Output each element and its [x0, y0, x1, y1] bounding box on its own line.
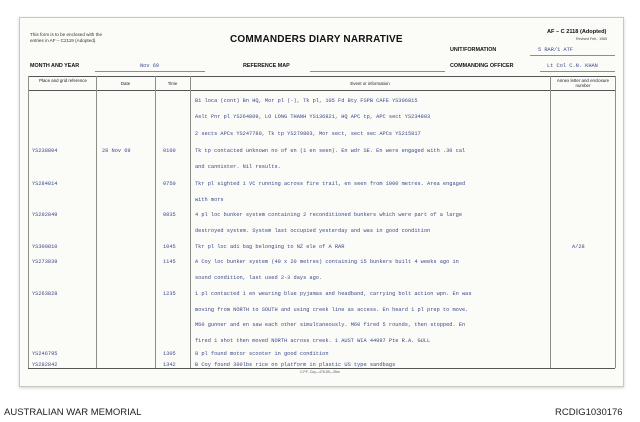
column-header-event: Event or information: [350, 81, 390, 86]
entry-time: 1235: [163, 291, 176, 297]
commanding-officer-label: COMMANDING OFFICER: [450, 63, 514, 69]
event-line: B1 loca (cont) Bn HQ, Mor pl (-), Tk pl, 105 Fd Bty FSPB CAFE YS306815: [195, 98, 418, 104]
entry-time: 0835: [163, 212, 176, 218]
event-line: and cannister. Nil results.: [195, 163, 281, 170]
grid-reference: YS300810: [32, 244, 58, 250]
column-header-place: Place and grid reference: [39, 78, 87, 83]
entry-time: 1045: [163, 244, 176, 250]
grid-reference: YS263828: [32, 291, 58, 297]
archive-caption-right: RCDIG1030176: [555, 407, 623, 418]
commanding-officer-value: Lt Col C.N. KHAN: [547, 63, 598, 69]
grid-reference: YS238804: [32, 148, 58, 154]
form-number: AF – C 2118 (Adopted): [547, 29, 607, 35]
entry-time: 1145: [163, 259, 176, 265]
column-header-annex: Annex letter and enclosure number: [556, 78, 610, 88]
column-header-time: Time: [167, 81, 178, 86]
entry-time: 0750: [163, 181, 176, 187]
revised-date: Revised Feb., 1965: [576, 37, 608, 41]
annex-reference: A/28: [572, 244, 585, 250]
enclosure-note: This form is to be enclosed with the entries in AF – C2119 (Adopted).: [30, 32, 103, 43]
month-year-value: Nov 69: [140, 63, 160, 69]
diary-sheet: [19, 17, 624, 387]
grid-reference: YS246795: [32, 351, 58, 357]
event-line: Tk tp contacted unknown no of en (1 en seen). En wdr SE. En were engaged with .30 cal: [195, 148, 466, 154]
entry-time: 1305: [163, 351, 176, 357]
event-line: fired 1 shot then moved NORTH across creek. 1 AUST WIA 44997 Pte R.A. GULL: [195, 337, 431, 344]
entry-time: 1342: [163, 362, 176, 368]
event-line: destroyed system. System last occupied yesterday and was in good condition: [195, 227, 431, 234]
event-line: 2 sects APCs YS247780, Tk tp YS279803, Mor sect, sect sec APCs YS215817: [195, 131, 421, 137]
event-line: B Coy found 300lbs rice on platform in plastic US type sandbags: [195, 362, 396, 368]
reference-map-label: REFERENCE MAP: [243, 63, 290, 69]
column-header-date: Date: [120, 81, 131, 86]
event-line: M60 gunner and en saw each other simultaneously. M60 fired 5 rounds, then stopped. En: [195, 322, 466, 328]
unit-formation-label: UNIT/FORMATION: [450, 47, 497, 53]
event-line: Aslt Pnr pl YS264809, LO LONG THANH YS136821, HQ APC tp, APC sect YS234803: [195, 114, 431, 120]
event-line: A Coy loc bunker system (40 x 20 metres) containing 15 bunkers built 4 weeks ago in: [195, 259, 459, 265]
event-line: Tkr pl loc adi bag belonging to NZ ele of A RAR: [195, 244, 345, 250]
event-line: Tkr pl sighted 1 VC running across fire trail, en seen from 1000 metres. Area engaged: [195, 181, 466, 187]
event-line: 1 pl contacted 1 en wearing blue pyjamas and headband, carrying bolt action wpn. En was: [195, 291, 472, 297]
grid-reference: YS273839: [32, 259, 58, 265]
entry-time: 0100: [163, 148, 176, 154]
event-line: moving from NORTH to SOUTH and using creek line as access. En heard 1 pl prep to move.: [195, 306, 469, 313]
print-code: C.P.F. Coy—475-69—35m: [300, 370, 340, 374]
event-line: with mors: [195, 196, 224, 203]
month-year-label: MONTH AND YEAR: [30, 63, 80, 69]
archive-caption-left: AUSTRALIAN WAR MEMORIAL: [4, 407, 142, 418]
event-line: 4 pl loc bunker system containing 2 reconditioned bunkers which were part of a large: [195, 212, 463, 218]
event-line: 8 pl found motor scooter in good condition: [195, 351, 329, 357]
grid-reference: YS292849: [32, 212, 58, 218]
page-title: COMMANDERS DIARY NARRATIVE: [230, 34, 403, 45]
grid-reference: YS284814: [32, 181, 58, 187]
unit-formation-value: 5 RAR/1 ATF: [538, 47, 573, 53]
entry-date: 28 Nov 69: [102, 148, 131, 154]
grid-reference: YS282842: [32, 362, 58, 368]
event-line: sound condition, last used 2-3 days ago.: [195, 274, 323, 281]
